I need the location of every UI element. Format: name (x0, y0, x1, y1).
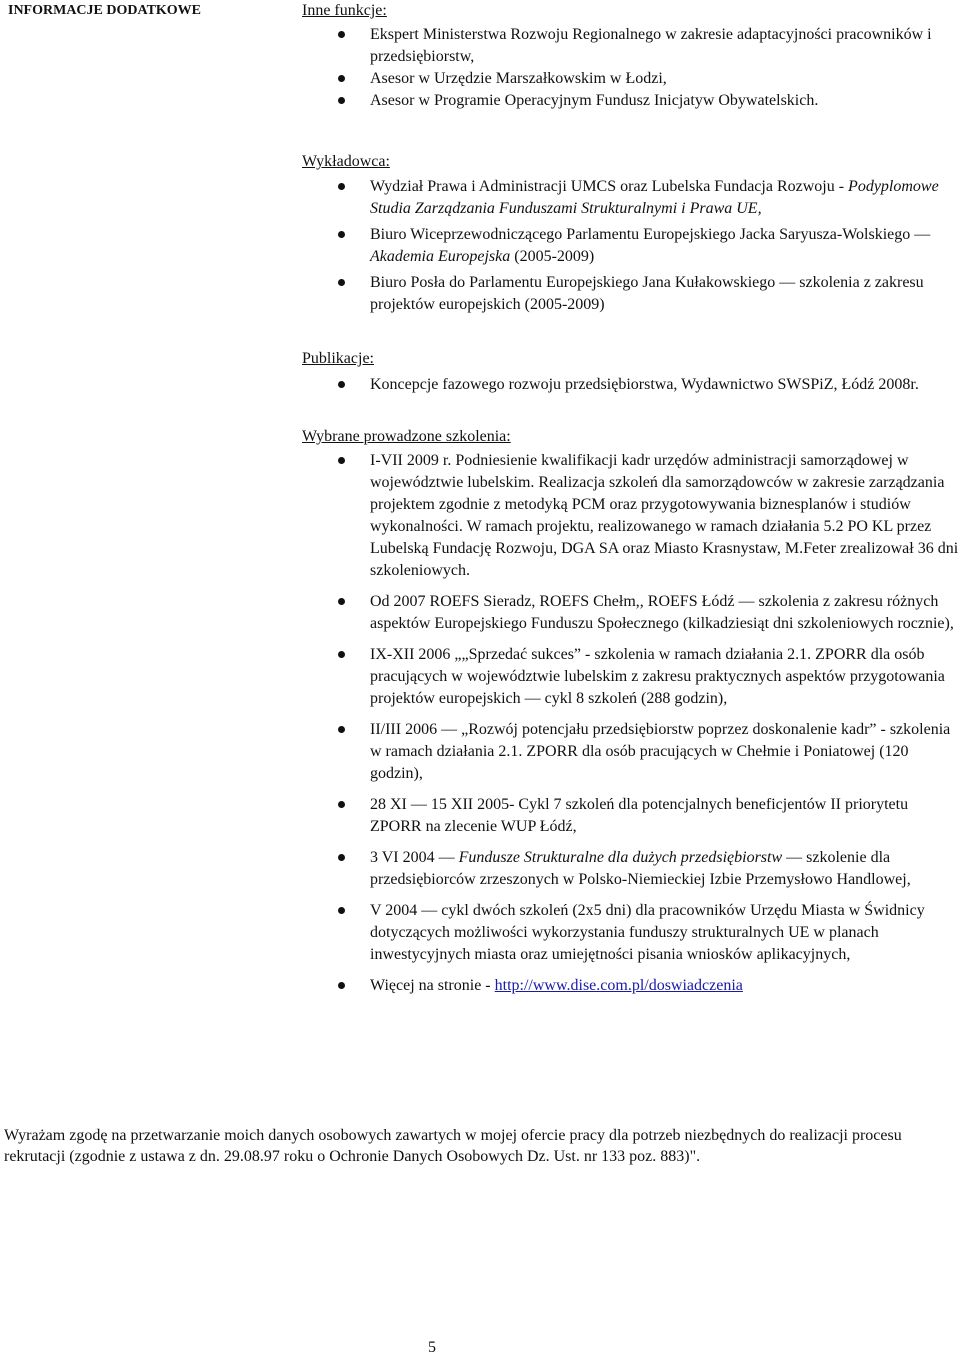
trainings-list (302, 450, 960, 997)
list-item: V 2004 — cykl dwóch szkoleń (2x5 dni) dla pracowników Urzędu Miasta w Świdnicy dotyczących możliwości wykorzystania funduszy strukturalnych UE w planach inwestycyjnych miasta oraz umiejętności pisania wniosków aplikacyjnych, (302, 900, 960, 966)
list-item: Więcej na stronie - http://www.dise.com.pl/doswiadczenia (302, 975, 960, 997)
list-item: Asesor w Urzędzie Marszałkowskim w Łodzi, (302, 68, 960, 90)
publications-list (302, 374, 960, 396)
list-item: Asesor w Programie Operacyjnym Fundusz Inicjatyw Obywatelskich. (302, 90, 960, 112)
list-item: I-VII 2009 r. Podniesienie kwalifikacji kadr urzędów administracji samorządowej w województwie lubelskim. Realizacja szkoleń dla samorządowców w zakresie zarządzania projektem zgodnie z metodyką PCM oraz przygotowywania biznesplanów i studiów wykonalności. W ramach projektu, realizowanego w ramach działania 5.2 PO KL przez Lubelską Fundację Rozwoju, DGA SA oraz Miasto Krasnystaw, M.Feter zrealizował 36 dni szkoleniowych. (302, 450, 960, 582)
list-item: IX-XII 2006 „„Sprzedać sukces” - szkolenia w ramach działania 2.1. ZPORR dla osób pracujących w województwie lubelskim z zakresu praktycznych aspektów przygotowania projektów europejskich — cykl 8 szkoleń (288 godzin), (302, 644, 960, 710)
page-number: 5 (428, 1339, 436, 1356)
bullet-icon (338, 97, 345, 104)
other-functions-list (302, 24, 960, 112)
bullet-icon (338, 854, 345, 861)
bullet-icon (338, 381, 345, 388)
list-item: Od 2007 ROEFS Sieradz, ROEFS Chełm,, ROEFS Łódź — szkolenia z zakresu różnych aspektów Europejskiego Funduszu Społecznego (kilkadziesiąt dni szkoleniowych rocznie), (302, 591, 960, 635)
publications-heading: Publikacje: (302, 350, 374, 367)
lecturer-list (302, 176, 960, 316)
bullet-icon (338, 457, 345, 464)
publications-section (302, 348, 960, 396)
list-item: Biuro Wiceprzewodniczącego Parlamentu Europejskiego Jacka Saryusza-Wolskiego — Akademia Europejska (2005-2009) (302, 224, 960, 268)
bullet-icon (338, 801, 345, 808)
list-item: Koncepcje fazowego rozwoju przedsiębiorstwa, Wydawnictwo SWSPiZ, Łódź 2008r. (302, 374, 960, 396)
bullet-icon (338, 183, 345, 190)
bullet-icon (338, 598, 345, 605)
list-item: Biuro Posła do Parlamentu Europejskiego Jana Kułakowskiego — szkolenia z zakresu projektów europejskich (2005-2009) (302, 272, 960, 316)
bullet-icon (338, 726, 345, 733)
list-item: II/III 2006 — „Rozwój potencjału przedsiębiorstw poprzez doskonalenie kadr” - szkolenia w ramach działania 2.1. ZPORR dla osób pracujących w Chełmie i Poniatowej (120 godzin), (302, 719, 960, 785)
data-processing-consent: Wyrażam zgodę na przetwarzanie moich danych osobowych zawartych w mojej ofercie pracy dla potrzeb niezbędnych do realizacji procesu rekrutacji (zgodnie z ustawa z dn. 29.08.97 roku o Ochronie Danych Osobowych Dz. Ust. nr 133 poz. 883)". (4, 1127, 902, 1165)
other-functions-heading: Inne funkcje: (302, 2, 387, 19)
bullet-icon (338, 279, 345, 286)
list-item: 28 XI — 15 XII 2005- Cykl 7 szkoleń dla potencjalnych beneficjentów II priorytetu ZPORR na zlecenie WUP Łódź, (302, 794, 960, 838)
website-link[interactable]: http://www.dise.com.pl/doswiadczenia (494, 977, 743, 994)
list-item: Ekspert Ministerstwa Rozwoju Regionalnego w zakresie adaptacyjności pracowników i przedsiębiorstw, (302, 24, 960, 68)
lecturer-section (302, 151, 960, 320)
list-item: 3 VI 2004 — Fundusze Strukturalne dla dużych przedsiębiorstw — szkolenie dla przedsiębiorców zrzeszonych w Polsko-Niemieckiej Izbie Przemysłowo Handlowej, (302, 847, 960, 891)
bullet-icon (338, 31, 345, 38)
trainings-heading: Wybrane prowadzone szkolenia: (302, 428, 511, 445)
list-item: Wydział Prawa i Administracji UMCS oraz Lubelska Fundacja Rozwoju - Podyplomowe Studia Zarządzania Funduszami Strukturalnymi i Prawa UE, (302, 176, 960, 220)
bullet-icon (338, 982, 345, 989)
other-functions-section (302, 0, 960, 112)
bullet-icon (338, 231, 345, 238)
bullet-icon (338, 75, 345, 82)
section-label: INFORMACJE DODATKOWE (8, 3, 202, 18)
bullet-icon (338, 651, 345, 658)
bullet-icon (338, 907, 345, 914)
lecturer-heading: Wykładowca: (302, 153, 390, 170)
trainings-section (302, 426, 960, 1006)
